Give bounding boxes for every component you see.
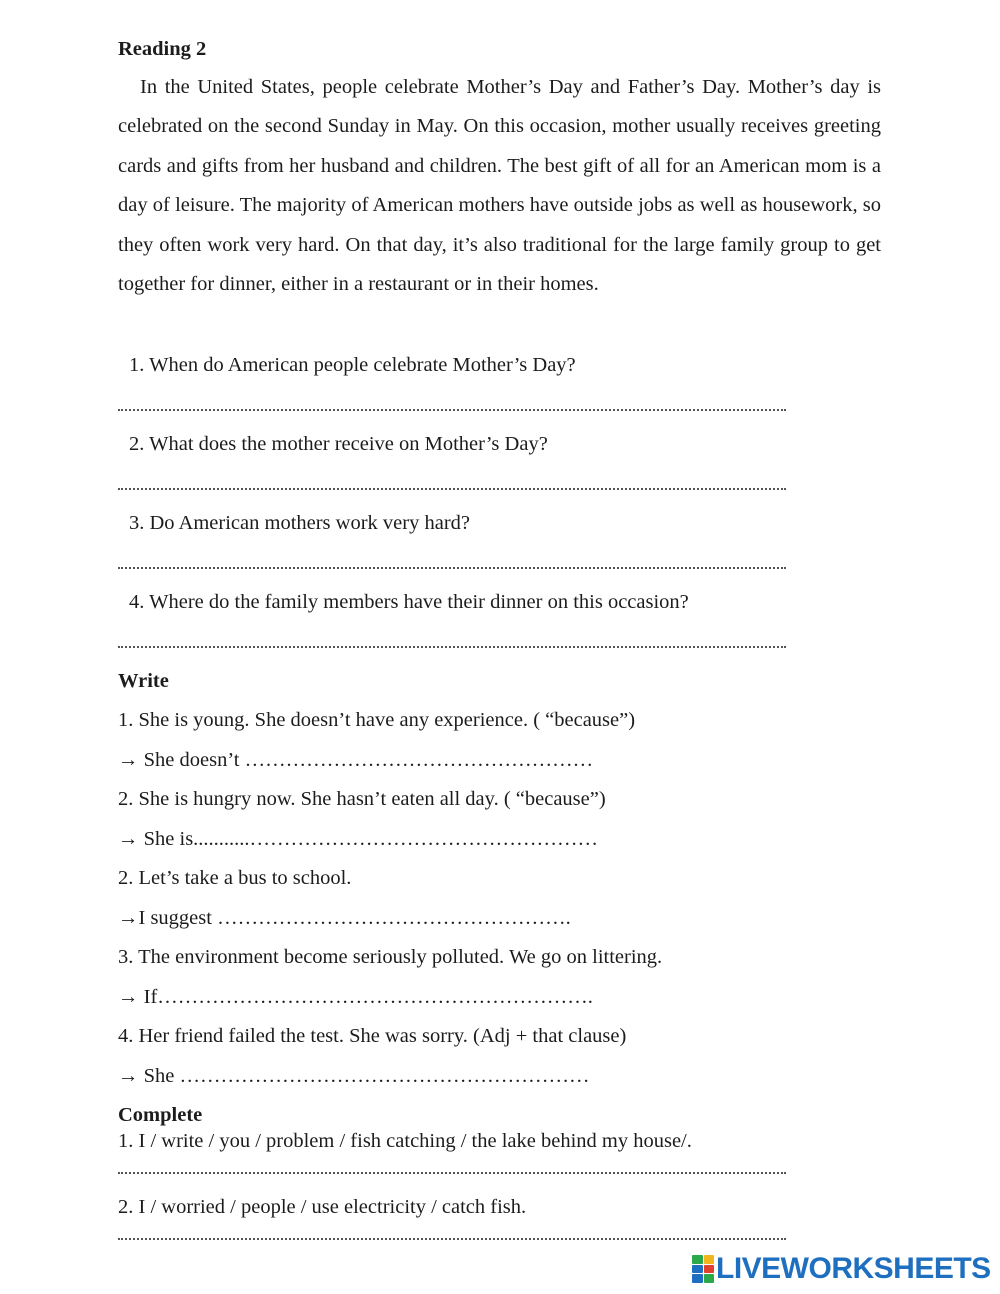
question-1: 1. When do American people celebrate Mother’s Day? [129, 354, 576, 376]
write-prompt-4: 3. The environment become seriously polluted. We go on littering. [118, 946, 663, 968]
complete-answer-line-2[interactable] [118, 1238, 786, 1240]
answer-line-3[interactable] [118, 567, 786, 569]
write-prompt-3: 2. Let’s take a bus to school. [118, 867, 352, 889]
answer-line-1[interactable] [118, 409, 786, 411]
write-prompt-2: 2. She is hungry now. She hasn’t eaten all day. ( “because”) [118, 788, 606, 810]
answer-line-4[interactable] [118, 646, 786, 648]
answer-line-2[interactable] [118, 488, 786, 490]
write-answer-1[interactable]: → She doesn’t …………………………………………… [118, 749, 594, 771]
liveworksheets-logo[interactable] [692, 1254, 991, 1284]
reading-paragraph: In the United States, people celebrate Mother’s Day and Father’s Day. Mother’s day is celebrated on the second Sunday in May. On this occasion, mother usually receives greeting cards and gifts from her husband and children. The best gift of all for an American mom is a day of leisure. The majority of American mothers have outside jobs as well as housework, so they often work very hard. On that day, it’s also traditional for the large family group to get together for dinner, either in a restaurant or in their homes. [118, 76, 881, 296]
question-2: 2. What does the mother receive on Mother’s Day? [129, 433, 548, 455]
complete-item-1: 1. I / write / you / problem / fish catching / the lake behind my house/. [118, 1130, 692, 1152]
write-prompt-1: 1. She is young. She doesn’t have any experience. ( “because”) [118, 709, 636, 731]
logo-text: LIVEWORKSHEETS [716, 1252, 991, 1285]
complete-answer-line-1[interactable] [118, 1172, 786, 1174]
liveworksheets-mark-icon [692, 1255, 714, 1283]
write-prompt-5: 4. Her friend failed the test. She was sorry. (Adj + that clause) [118, 1025, 627, 1047]
write-title: Write [118, 670, 169, 692]
reading-title: Reading 2 [118, 38, 207, 60]
complete-title: Complete [118, 1104, 203, 1126]
complete-item-2: 2. I / worried / people / use electricity / catch fish. [118, 1196, 527, 1218]
write-answer-2[interactable]: → She is...........…………………………………………… [118, 828, 599, 850]
question-3: 3. Do American mothers work very hard? [129, 512, 470, 534]
question-4: 4. Where do the family members have their dinner on this occasion? [129, 591, 689, 613]
write-answer-4[interactable]: → If………………………………………………………. [118, 986, 593, 1008]
write-answer-3[interactable]: →I suggest ……………………………………………. [118, 907, 571, 929]
write-answer-5[interactable]: → She …………………………………………………… [118, 1065, 590, 1087]
